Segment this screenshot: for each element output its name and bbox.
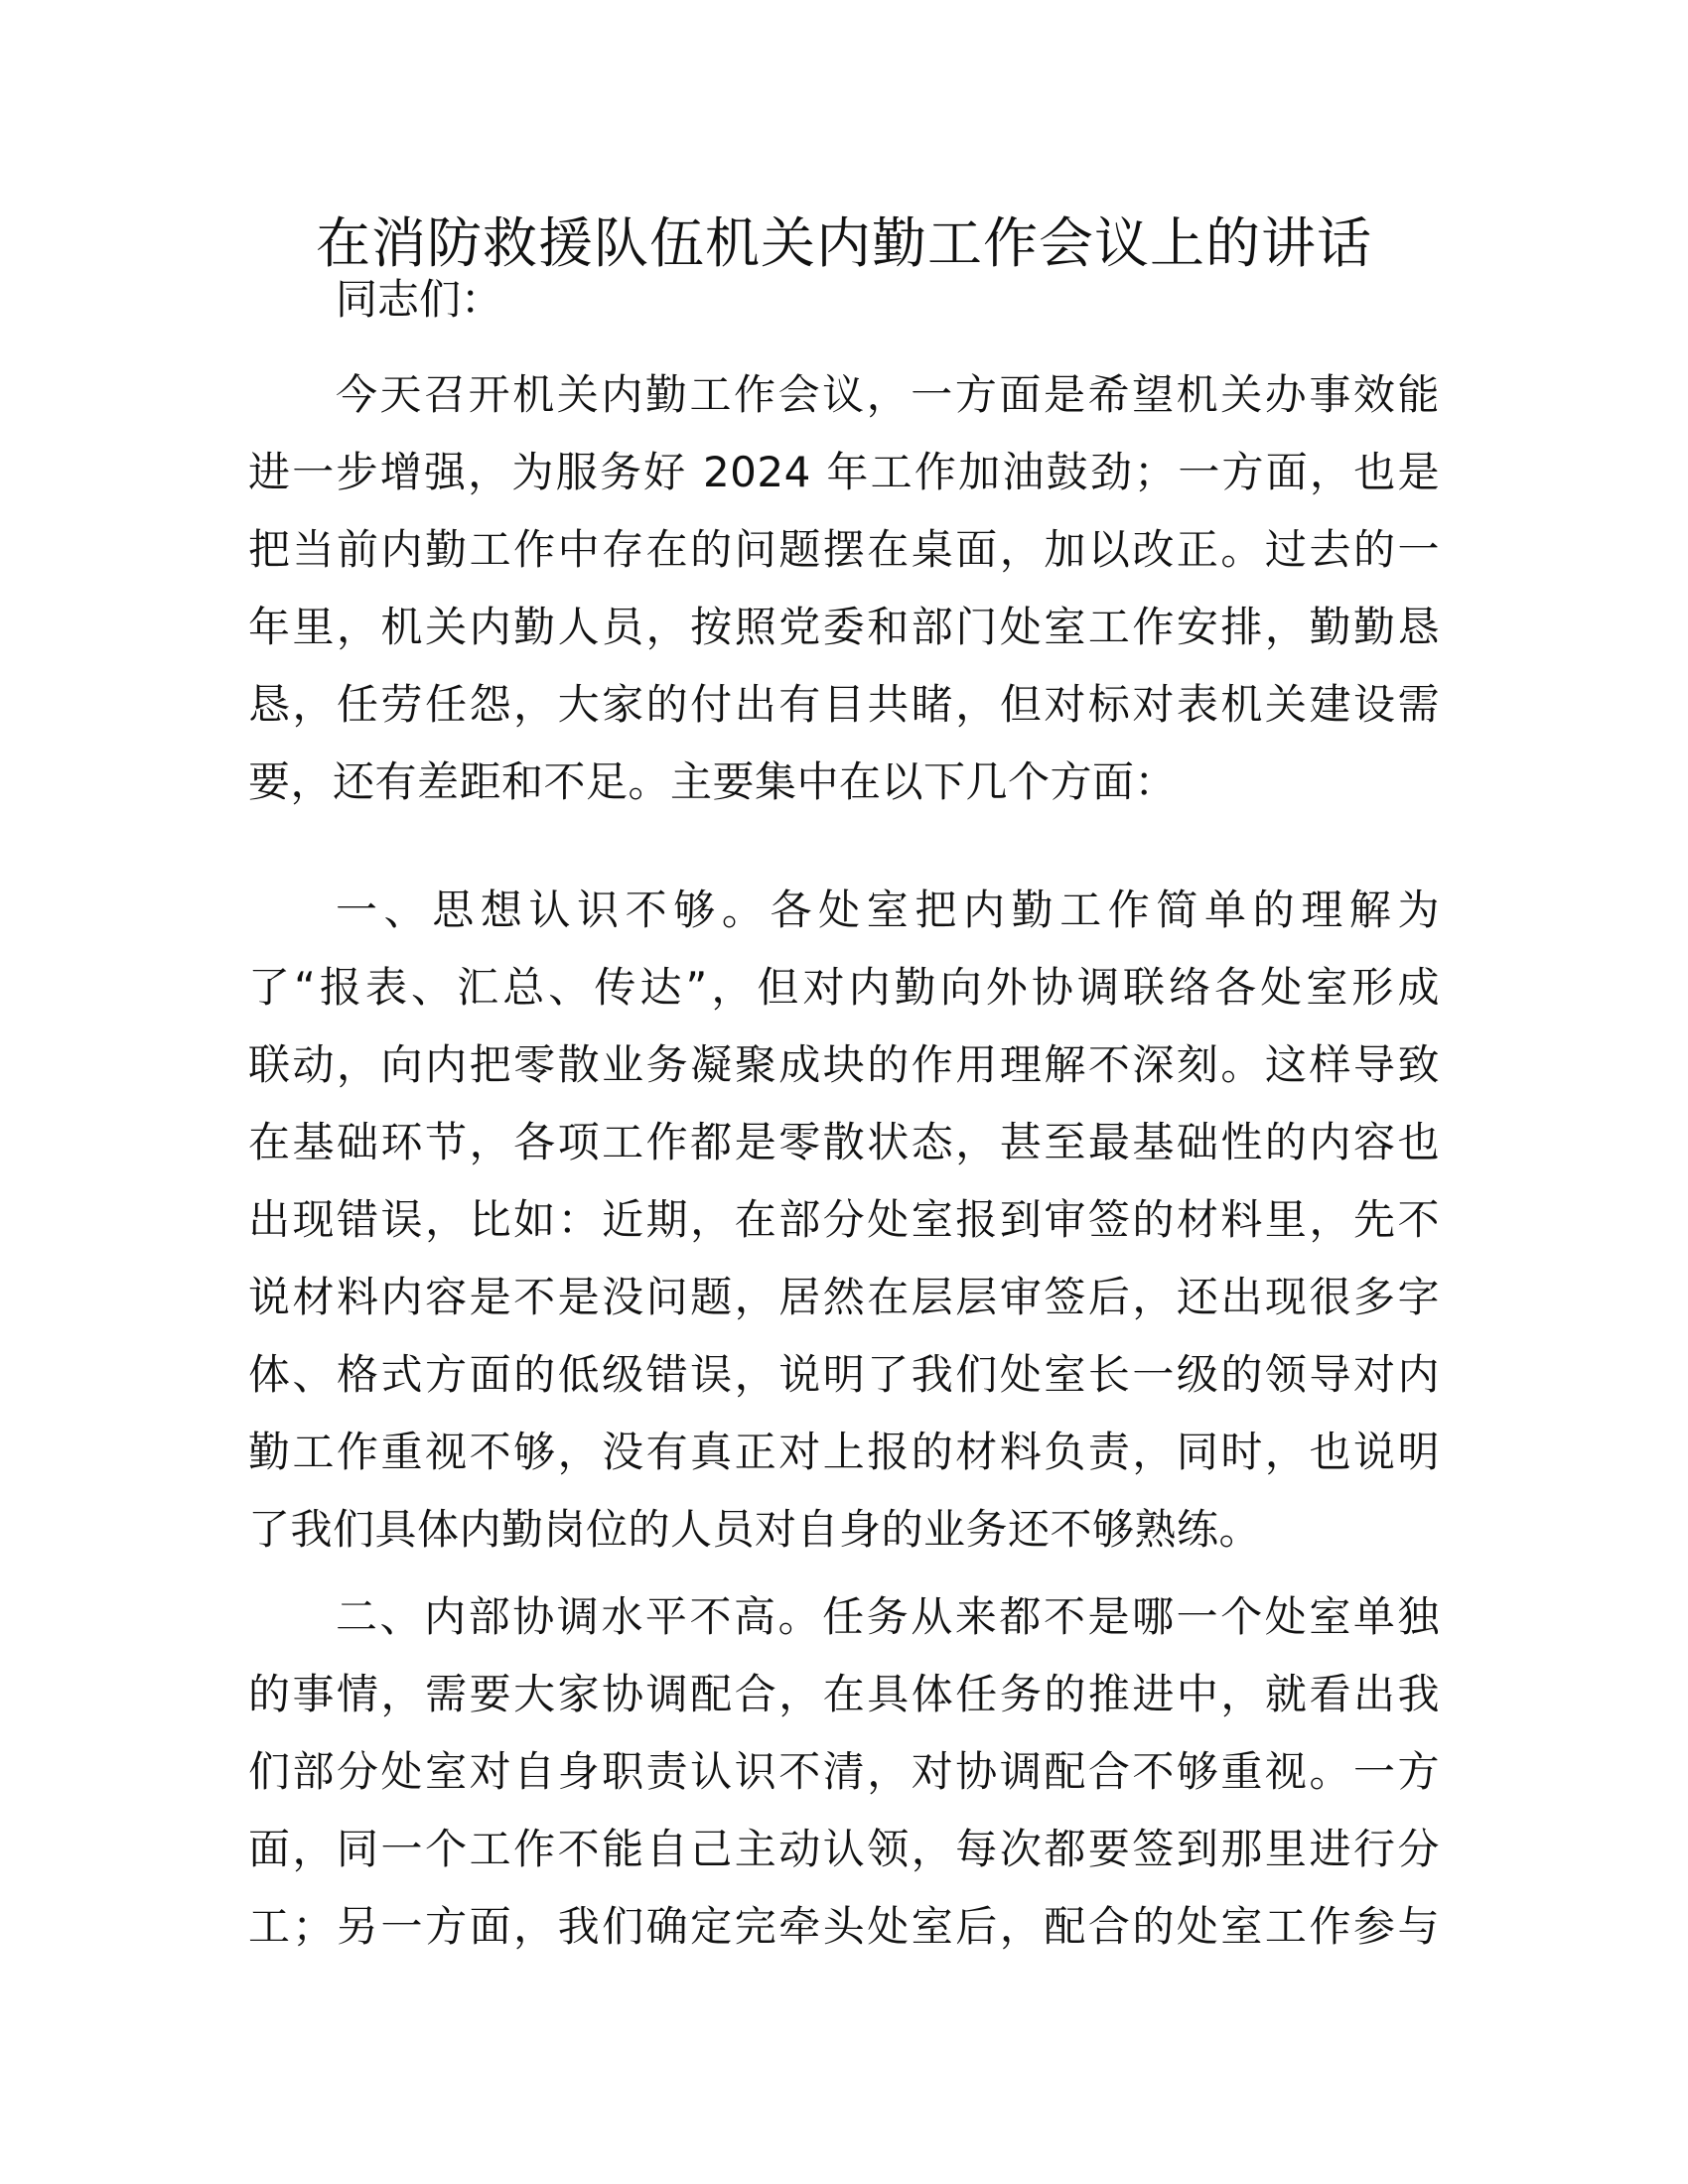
paragraph-line: 在基础环节，各项工作都是零散状态，甚至最基础性的内容也 (248, 1118, 1440, 1166)
paragraph-line: 年里，机关内勤人员，按照党委和部门处室工作安排，勤勤恳 (248, 603, 1440, 651)
paragraph-2 (248, 872, 1440, 1569)
paragraph-line: 工；另一方面，我们确定完牵头处室后，配合的处室工作参与 (248, 1902, 1440, 1951)
paragraph-line: 联动，向内把零散业务凝聚成块的作用理解不深刻。这样导致 (248, 1040, 1440, 1089)
paragraph-line: 勤工作重视不够，没有真正对上报的材料负责，同时，也说明 (248, 1428, 1440, 1476)
paragraph-line: 今天召开机关内勤工作会议，一方面是希望机关办事效能 (336, 370, 1440, 419)
document-title: 在消防救援队伍机关内勤工作会议上的讲话 (315, 211, 1372, 275)
paragraph-line: 一、思想认识不够。各处室把内勤工作简单的理解为 (336, 886, 1440, 934)
paragraph-3 (248, 1578, 1440, 1966)
paragraph-line: 了“报表、汇总、传达”，但对内勤向外协调联络各处室形成 (248, 963, 1440, 1012)
paragraph-line: 面，同一个工作不能自己主动认领，每次都要签到那里进行分 (248, 1825, 1440, 1873)
paragraph-line: 恳，任劳任怨，大家的付出有目共睹，但对标对表机关建设需 (248, 680, 1440, 729)
paragraph-1 (248, 356, 1440, 821)
paragraph-line: 说材料内容是不是没问题，居然在层层审签后，还出现很多字 (248, 1273, 1440, 1321)
paragraph-line: 二、内部协调水平不高。任务从来都不是哪一个处室单独 (336, 1592, 1440, 1641)
paragraph-line: 的事情，需要大家协调配合，在具体任务的推进中，就看出我 (248, 1670, 1440, 1718)
paragraph-line: 体、格式方面的低级错误，说明了我们处室长一级的领导对内 (248, 1350, 1440, 1399)
paragraph-line: 要，还有差距和不足。主要集中在以下几个方面： (248, 757, 1178, 806)
salutation: 同志们： (336, 275, 503, 324)
paragraph-line: 们部分处室对自身职责认识不清，对协调配合不够重视。一方 (248, 1747, 1440, 1796)
paragraph-line: 进一步增强，为服务好 2024 年工作加油鼓劲；一方面，也是 (248, 448, 1440, 496)
paragraph-line: 了我们具体内勤岗位的人员对自身的业务还不够熟练。 (248, 1505, 1262, 1554)
paragraph-line: 把当前内勤工作中存在的问题摆在桌面，加以改正。过去的一 (248, 525, 1440, 574)
paragraph-line: 出现错误，比如：近期，在部分处室报到审签的材料里，先不 (248, 1195, 1440, 1244)
